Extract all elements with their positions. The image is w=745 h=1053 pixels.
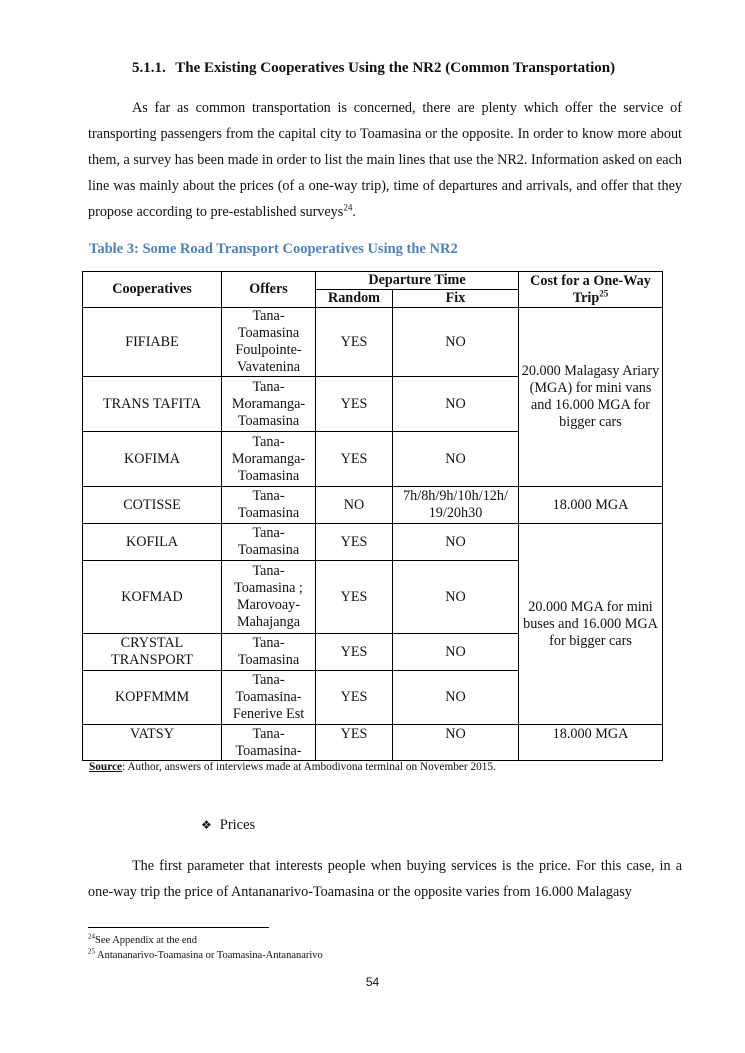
cell-offers: Tana-Toamasina Foulpointe-Vavatenina	[222, 308, 316, 377]
footnote-ref-25[interactable]: 25	[599, 287, 609, 298]
prices-paragraph: The first parameter that interests people when buying services is the price. For this case, in a one-way trip the price of Antananarivo-Toamasina or the opposite varies from 16.000 Malagasy	[88, 858, 682, 900]
cell-cost-group2: 20.000 MGA for mini buses and 16.000 MGA for bigger cars	[519, 524, 663, 725]
cell-cooperative: KOFIMA	[83, 432, 222, 487]
page-number: 54	[365, 975, 380, 989]
cell-cooperative: KOPFMMM	[83, 671, 222, 725]
intro-end: .	[352, 204, 356, 220]
cell-fix: NO	[393, 432, 519, 487]
cell-offers: Tana-Toamasina	[222, 524, 316, 561]
cell-offers: Tana-Toamasina	[222, 487, 316, 524]
cell-random: NO	[316, 487, 393, 524]
section-number: 5.1.1.	[132, 60, 166, 76]
header-offers: Offers	[222, 272, 316, 308]
intro-text: As far as common transportation is concerned, there are plenty which offer the service of transporting passengers from the capital city to Toamasina or the opposite. In order to know more about them, a survey has been made in order to list the main lines that use the NR2. Information asked on each line was mainly about the prices (of a one-way trip), time of departures and arrivals, and offer that they propose according to pre-established surveys	[88, 100, 682, 220]
cell-offers: Tana-Toamasina-	[222, 725, 316, 761]
cell-offers: Tana-Moramanga-Toamasina	[222, 377, 316, 432]
intro-paragraph	[88, 95, 682, 225]
cell-fix: NO	[393, 308, 519, 377]
header-cost-label: Cost for a One-Way Trip	[530, 272, 651, 306]
header-cost	[519, 272, 663, 308]
table-row	[83, 524, 663, 561]
table-row	[83, 308, 663, 377]
cell-cooperative: KOFMAD	[83, 561, 222, 634]
cell-cooperative: KOFILA	[83, 524, 222, 561]
cell-fix: NO	[393, 671, 519, 725]
cell-random: YES	[316, 634, 393, 671]
section-title: The Existing Cooperatives Using the NR2 (Common Transportation)	[175, 60, 616, 76]
cell-cooperative: VATSY	[83, 725, 222, 761]
cell-random: YES	[316, 432, 393, 487]
source-label: Source	[89, 761, 123, 773]
cell-random: YES	[316, 671, 393, 725]
prices-bullet-label: Prices	[219, 817, 256, 833]
footnote-24-number: 24	[88, 932, 95, 941]
cell-cost-cotisse: 18.000 MGA	[519, 487, 663, 524]
cell-offers: Tana-Moramanga-Toamasina	[222, 432, 316, 487]
cell-cooperative: COTISSE	[83, 487, 222, 524]
cell-random: YES	[316, 308, 393, 377]
diamond-bullet-icon: ❖	[201, 818, 212, 832]
cell-random: YES	[316, 725, 393, 761]
header-random: Random	[316, 290, 393, 308]
cell-offers: Tana-Toamasina ; Marovoay-Mahajanga	[222, 561, 316, 634]
cooperatives-table	[82, 271, 663, 761]
cell-offers: Tana-Toamasina-Fenerive Est	[222, 671, 316, 725]
table-caption: Table 3: Some Road Transport Cooperatives Using the NR2	[89, 241, 458, 257]
cell-cooperative: TRANS TAFITA	[83, 377, 222, 432]
footnote-ref-24[interactable]: 24	[343, 202, 353, 213]
cell-cost-vatsy: 18.000 MGA	[519, 725, 663, 761]
section-heading	[132, 60, 615, 77]
header-row	[83, 272, 663, 290]
prices-bullet	[201, 817, 255, 834]
cell-fix: NO	[393, 725, 519, 761]
cell-cooperative: CRYSTAL TRANSPORT	[83, 634, 222, 671]
cell-random: YES	[316, 561, 393, 634]
cell-fix: NO	[393, 561, 519, 634]
cell-offers: Tana-Toamasina	[222, 634, 316, 671]
cell-fix: 7h/8h/9h/10h/12h/ 19/20h30	[393, 487, 519, 524]
footnote-25-number: 25	[88, 947, 95, 956]
table-row	[83, 487, 663, 524]
footnote-24	[88, 932, 198, 946]
cell-fix: NO	[393, 524, 519, 561]
cell-fix: NO	[393, 634, 519, 671]
footnote-25-text: Antananarivo-Toamasina or Toamasina-Antananarivo	[95, 950, 323, 961]
header-departure-time: Departure Time	[316, 272, 519, 290]
footnote-24-text: See Appendix at the end	[95, 935, 198, 946]
header-cooperatives: Cooperatives	[83, 272, 222, 308]
footnote-25	[88, 947, 323, 961]
table-source	[89, 761, 496, 773]
cell-cooperative: FIFIABE	[83, 308, 222, 377]
cell-cost-group1: 20.000 Malagasy Ariary (MGA) for mini vans and 16.000 MGA for bigger cars	[519, 308, 663, 487]
cell-random: YES	[316, 377, 393, 432]
header-fix: Fix	[393, 290, 519, 308]
cell-fix: NO	[393, 377, 519, 432]
footnote-divider	[88, 927, 269, 928]
table-row	[83, 725, 663, 761]
cell-random: YES	[316, 524, 393, 561]
source-text: : Author, answers of interviews made at Ambodivona terminal on November 2015.	[122, 761, 496, 773]
